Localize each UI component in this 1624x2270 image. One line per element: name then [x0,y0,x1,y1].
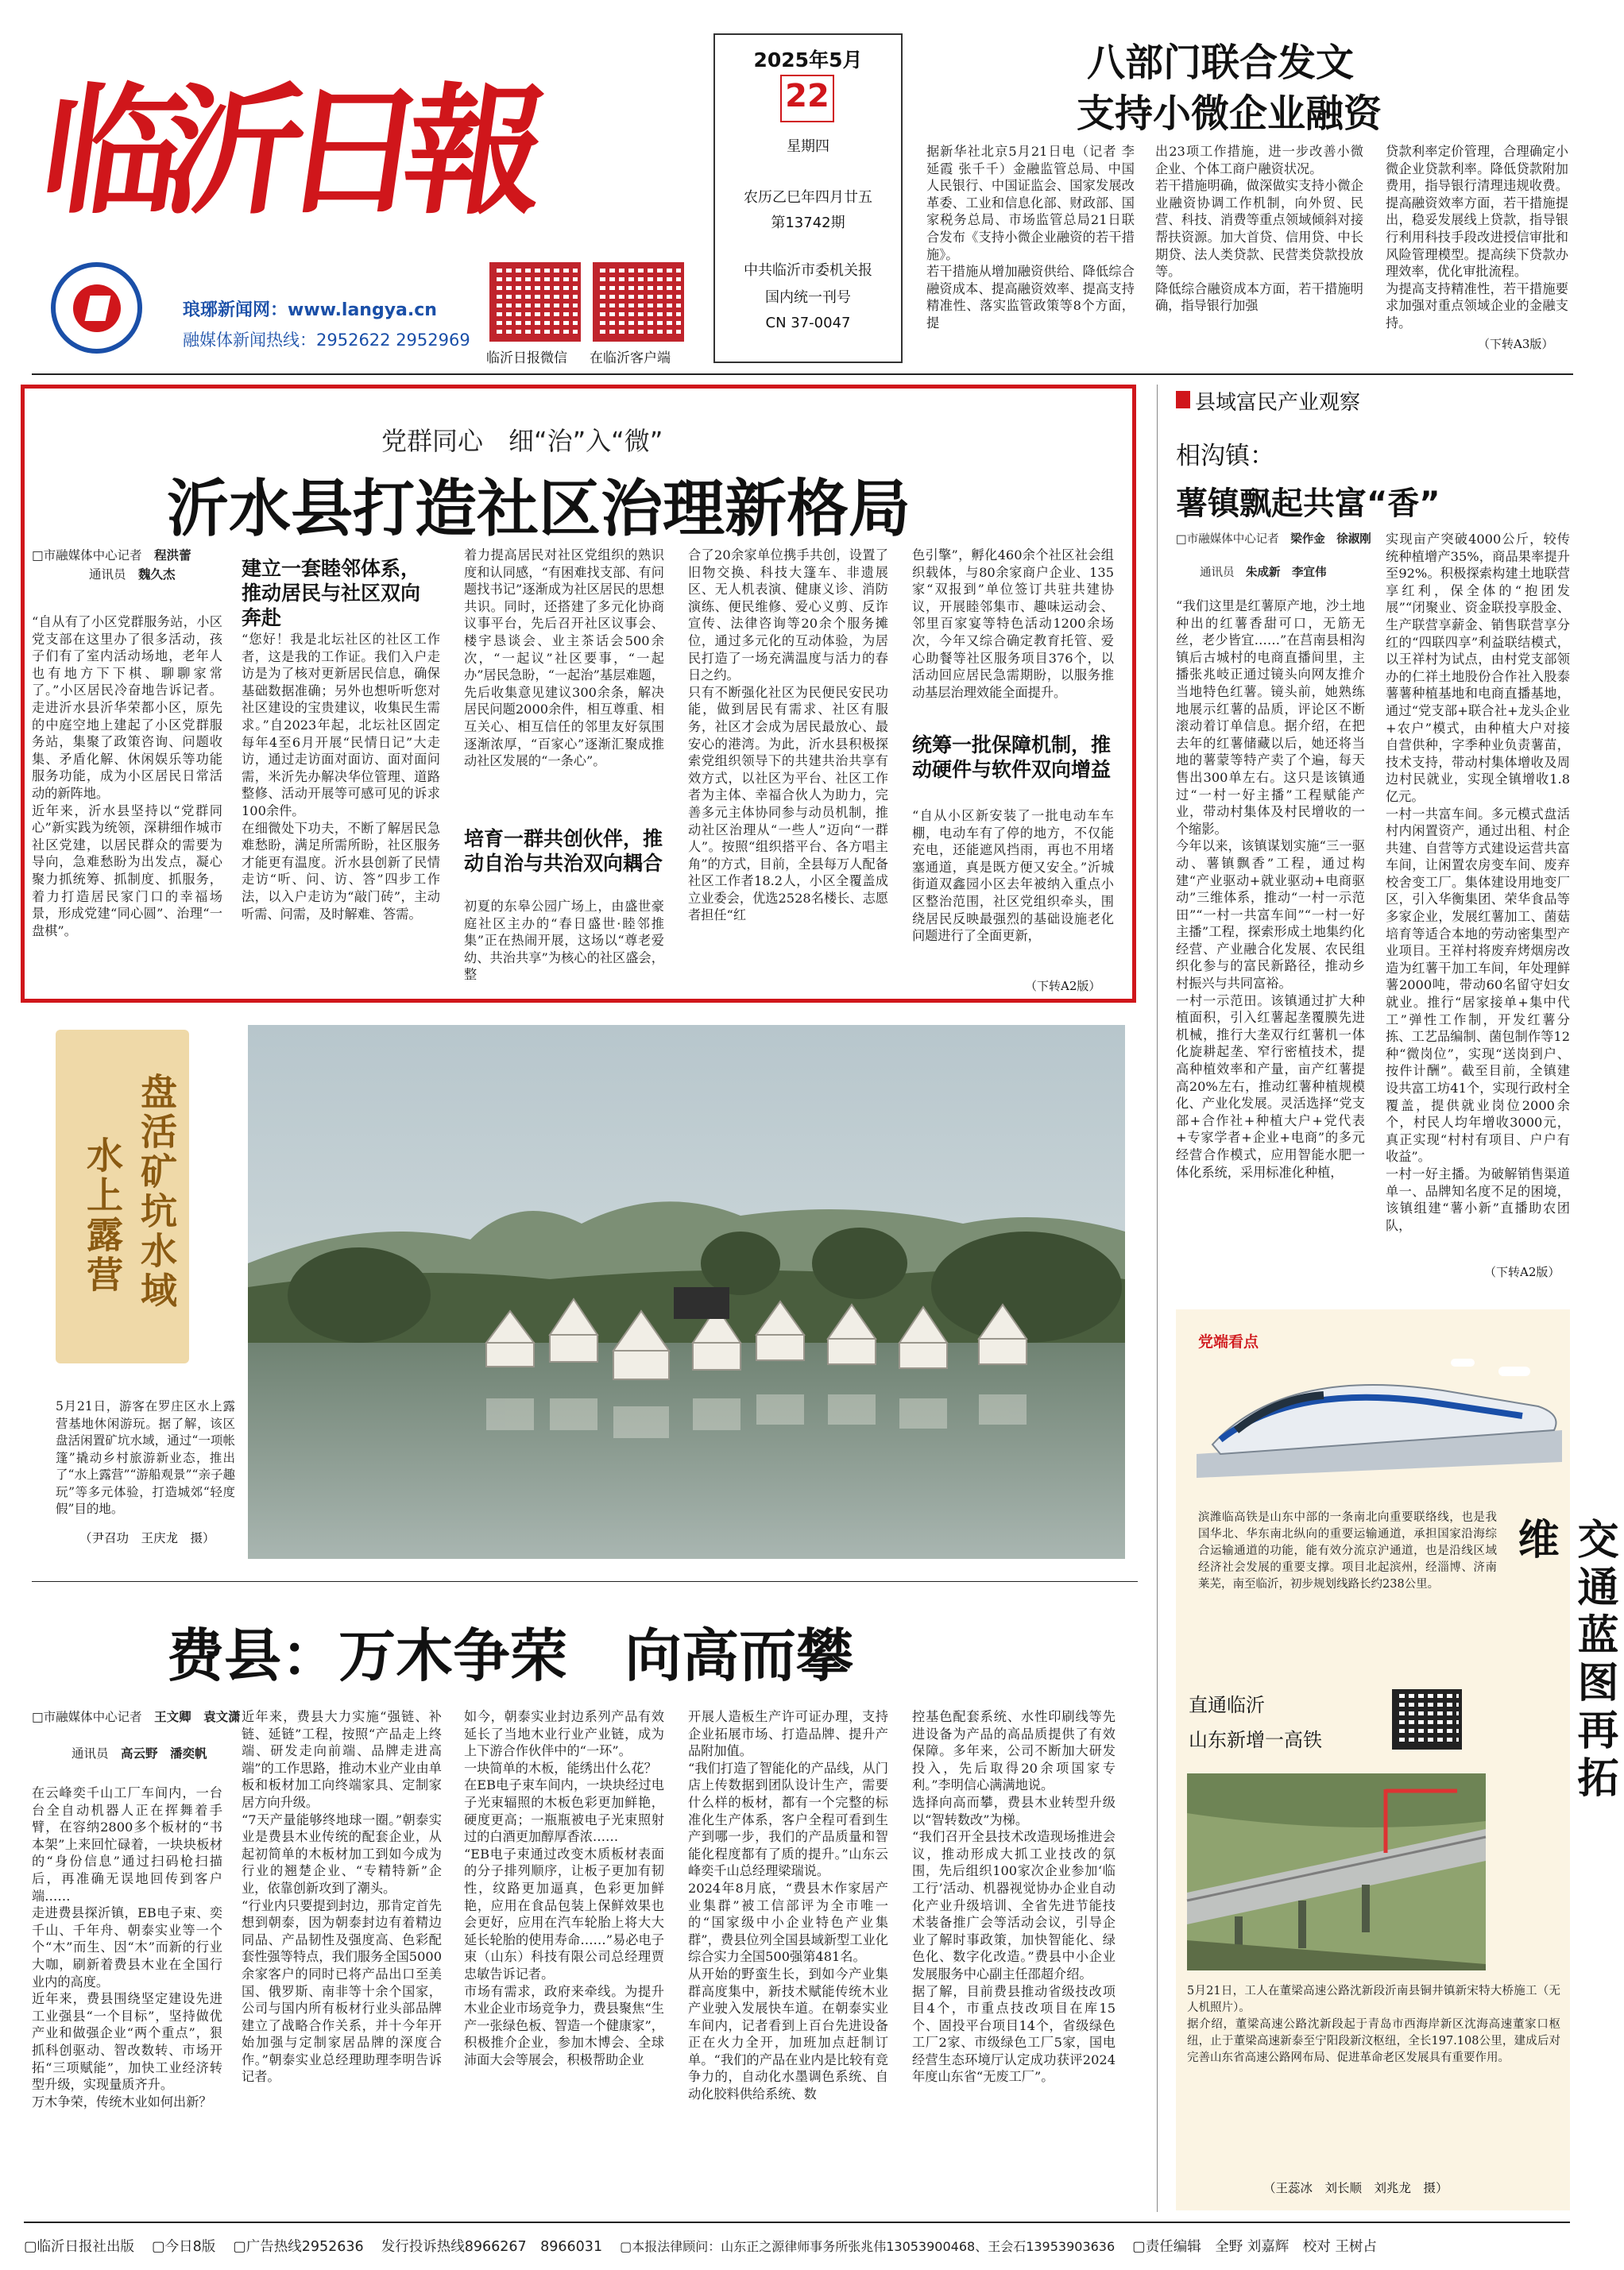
photo-caption: 5月21日，游客在罗庄区水上露营基地休闲游玩。据了解，该区盘活闲置矿坑水域，通过“一项帐篷”撬动乡村旅游新业态，推出了“水上露营”“游船观景”“亲子趣玩”等多元体验，打造城郊“轻度假”目的地。 [56,1399,235,1516]
qr1-label: 临沂日报微信 [486,350,567,366]
newspaper-title: 临沂日報 [32,69,539,234]
fei-byline-2: 通讯员 高云野 潘奕帆 [72,1746,207,1761]
main-sub1: 建立一套睦邻体系，推动居民与社区双向奔赴 [242,557,421,629]
top-story-jump: （下转A3版） [1478,337,1554,351]
sidebar2-caption: 5月21日，工人在董梁高速公路沈新段沂南县铜井镇新宋特大桥施工（无人机照片）。 据介绍，董梁高速公路沈新段起于青岛市西海岸新区沈海高速董家口枢纽，止于董梁高速新泰至宁阳段新汶枢纽，全长197.108公里，建成后对完善山东省高速公路网布局、促进革命老区发展具有重要作用。 [1187,1985,1560,2064]
publisher: 中共临沂市委机关报 [744,262,872,279]
footer-divider [24,2222,1570,2223]
fei-col4: 开展人造板生产许可证办理，支持企业拓展市场、打造品牌、提升产品附加值。 “我们打造了智能化的产品线，从门店上传数据到团队设计生产，需要什么样的板材，都有一个完整的标准化生产体系，客户全程可看到生产到哪一步，我们的产品质量和智能化程度都有了质的提升。”山东云峰奕千山总经理梁瑞说。 2024年8月底，“费县木作家居产业集群”被工信部评为全市唯一的“国家级中小企业特色产业集群”，费县位列全国县域新型工业化综合实力全国500强第481名。 从开始的野蛮生长，到如今产业集群高度集中，新技术赋能传统木业产业驶入发展快车道。在朝泰实业车间内，记者看到上百台先进设备正在火力全开，加班加点赶制订单。“我们的产品在业内是比较有竞争力的，自动化水墨调色系统、自动化胶料供给系统、数 [688,1709,888,2102]
sidebar1-col2: 实现亩产突破4000公斤，较传统种植增产35%，商品果率提升至92%。积极探索构建土地联营享红利，保全体的“抱团发展”“闭聚业、资金联投享股金、生产联营享薪金、销售联营享分红的“四联四享”利益联结模式，以王祥村为试点，由村党支部领办的仁祥土地股份合作社入股泰薯薯种植基地和电商直播基地，通过“党支部+联合社+龙头企业+农户”模式，由种植大户对接自营供种，字季种业负责薯苗，技术支持，带动村集体增收及周边村民就业，实现全镇增收1.8亿元。 一村一共富车间。多元模式盘活村内闲置资产，通过出租、村企共建、自营等方式建设运营共富车间，让闲置农房变车间、废弃校舍变工厂。集体建设用地变厂区，引入华衡集团、荣华食品等多家企业，发展红薯加工、菌菇培育等适合本地的劳动密集型产业项目。王祥村将废弃烤烟房改造为红薯干加工车间，年处理鲜薯2000吨，带动60名留守妇女就业。推行“居家接单+集中代工”弹性工作制，开发红薯分拣、工艺品编制、菌包制作等12种“微岗位”，实现“送岗到户、按件计酬”。截至目前，全镇建设共富工坊41个，实现行政村全覆盖，提供就业岗位2000余个，村民人均年增收3000元，真正实现“村村有项目、户户有收益”。 一村一好主播。为破解销售渠道单一、品牌知名度不足的困境，该镇组建“薯小新”直播助农团队， [1386,532,1570,1233]
column-separator [1157,385,1158,2212]
footer-item: ▢临沂日报社出版 [24,2238,135,2255]
sidebar2-sub1: 直通临沂 [1189,1694,1265,1716]
hotline-label: 融媒体新闻热线：2952622 2952969 [183,331,470,350]
top-story-col1: 据新华社北京5月21日电（记者 李延霞 张千千）金融监管总局、中国人民银行、中国证监会、国家发展改革委、工业和信息化部、财政部、国家税务总局、市场监管总局21日联合发布《支持小微企业融资的若干措施》。 若干措施从增加融资供给、降低综合融资成本、提高融资效率、提高支持精准性、落实监管政策等8个方面，提 [926,144,1135,331]
top-story-col3: 贷款利率定价管理，合理确定小微企业贷款利率。降低贷款附加费用，指导银行清理违规收费。提高融资效率方面，若干措施提出，稳妥发展线上贷款，指导银行利用科技手段改进授信审批和风险管理模型。提高续下贷款办理效率，优化审批流程。 为提高支持精准性，若干措施要求加强对重点领域企业的金融支持。 [1386,144,1568,331]
main-story-title: 沂水县打造社区治理新格局 [167,474,911,545]
main-col5: 色引擎”，孵化460余个社区社会组织载体，与80余家商户企业、135家“双报到”单位签订共驻共建协议，开展睦邻集市、趣味运动会、邻里百家宴等特色活动1200余场次，今年又综合确定教育托管、爱心助餐等社区服务项目376个，以活动回应居民急需期盼，以服务推动基层治理效能全面提升。 [912,547,1114,700]
bridge-photo [1187,1773,1486,1970]
fei-col5: 控基色配套系统、水性印刷线等先进设备为产品的高品质提供了有效保障。多年来，公司不断加大研发投入，先后取得20余项国家专利。”李明信心满满地说。 选择向高而攀，费县木业转型升级以“智转数改”为梯。 “我们召开全县技术改造现场推进会议，推动形成大抓工业技改的氛围，先后组织100家次企业参加‘临工行’活动、机器视觉协办企业自动化产业升级培训、全省先进节能技术装备推广会等活动会议，引导企业了解时事政策，加快智能化、绿色化、数字化改造。”费县中小企业发展服务中心副主任邵超介绍。 据了解，目前费县推动省级技改项目4个，市重点技改项目在库15个、固投平台项目14个，省级绿色工厂2家、市级绿色工厂5家，国电经营生态环境厅认定成功获评2024年度山东省“无废工厂”。 [912,1709,1116,2085]
main-col3b: 初夏的东皋公园广场上，由盛世豪庭社区主办的“春日盛世·睦邻推集”正在热闹开展，这场以“尊老爱幼、共治共享”为核心的社区盛会，整 [464,899,664,983]
sidebar2-body: 滨潍临高铁是山东中部的一条南北向重要联络线，也是我国华北、华东南北纵向的重要运输通道，承担国家沿海综合运输通道的功能，能有效分流京沪通道，也是沿线区域经济社会发展的重要支撑。项目北起滨州，经淄博、济南莱芜，南至临沂，初步规划线路长约238公里。 [1198,1511,1497,1591]
issue-number: 第13742期 [771,215,845,231]
main-col2: “您好！我是北坛社区的社区工作者，这是我的工作证。我们入户走访是为了核对更新居民信息，确保基础数据准确；另外也想听听您对社区建设的宝贵建议，收集民生需求。”自2023年起，北坛社区固定每年4至6月开展“民情日记”大走访，通过走访面对面访、面对面问需，米沂先办解决华位管理、道路整修、活动开展等可感可见的诉求100余件。 在细微处下功夫，不断了解居民急难愁盼，满足所需所盼，社区服务才能更有温度。沂水县创新了民情走访“听、问、访、答”四步工作法，以入户走访为“敲门砖”，主动听需、问需，及时解难、答需。 [242,632,440,922]
cn-number: CN 37-0047 [765,315,851,331]
sidebar2-qr [1392,1689,1462,1750]
qr2-label: 在临沂客户端 [590,350,671,366]
weekday: 星期四 [787,138,829,155]
footer-item: 发行投诉热线8966267 8966031 [381,2238,603,2255]
main-col4: 合了20余家单位携手共创，设置了旧物交换、科技大篷车、非遗展区、无人机表演、健康义诊、消防演练、便民维修、爱心义剪、反诈宣传、法律咨询等20余个服务摊位，通过多元化的互动体验，为居民打造了一场充满温度与活力的春日之约。 只有不断强化社区为民便民安民功能，做到居民有需求、社区有服务，社区才会成为居民最放心、最安心的港湾。为此，沂水县积极探索党组织领导下的共建共治共享有效方式，以社区为平台、社区工作者为主体、幸福合伙人为助力，完善多元主体协同参与动员机制，推动社区治理从“一些人”迈向“一群人”。按照“组织搭平台、各方唱主角”的方式，目前，全县每万人配备社区工作者18.2人，小区全覆盖成立业委会，优选2528名楼长、志愿者担任“红 [688,547,888,923]
main-jump: （下转A2版） [1025,979,1101,993]
day-number: 22 [785,78,829,114]
emblem-logo [51,262,142,354]
year-month: 2025年5月 [753,48,863,72]
fei-col2: 近年来，费县大力实施“强链、补链、延链”工程，按照“产品走上终端、研发走向前端、品牌走进高端”的工作思路，推动木业产业由单板和板材加工向终端家具、定制家居方向升级。 “7天产量能够终地球一圈。”朝泰实业是费县木业传统的配套企业，从起初简单的木板材加工到如今成为行业的翘楚企业、“专精特新”企业，依靠创新攻到了潮头。 “行业内只要提到封边，那肯定首先想到朝泰，因为朝泰封边有着精边同品、产品韧性及强度高、色彩配套性强等特点，我们服务全国5000余家客户的同时已将产品出口至美国、俄罗斯、南非等十余个国家，公司与国内所有板材行业头部品牌建立了战略合作关系，并十今年开始加强与定制家居品牌的深度合作。”朝泰实业总经理助理李明告诉记者。 [242,1709,442,2085]
sidebar1-byline-1: □市融媒体中心记者 梁作金 徐淑刚 [1176,533,1371,546]
sidebar2-sub2: 山东新增一高铁 [1189,1729,1322,1751]
fei-col3: 如今，朝泰实业封边系列产品有效延长了当地木业行业产业链，成为上下游合作伙伴中的“一环”。 一块简单的木板，能绣出什么花？ 在EB电子束车间内，一块块经过电子光束辐照的木板色彩更加鲜艳，硬度更高；一瓶瓶被电子光束照射过的白酒更加醇厚香浓…… “EB电子束通过改变木质板材表面的分子排列顺序，让板子更加有韧性，纹路更加逼真，色彩更加鲜艳，应用在食品包装上保鲜效果也会更好，应用在汽车轮胎上将大大延长轮胎的使用寿命……”易必电子束（山东）科技有限公司总经理贾忠敏告诉记者。 市场有需求，政府来牵线。为提升木业企业市场竞争力，费县聚焦“生产一张绿色板、智造一个健康家”，积极推介企业，参加木博会、全球沛面大会等展会，积极帮助企业 [464,1709,664,2067]
top-story-title-1: 八部门联合发文 [1087,41,1355,85]
sidebar1-section-label: 县域富民产业观察 [1195,391,1361,415]
main-sub3: 统筹一批保障机制，推动硬件与软件双向增益 [912,733,1112,781]
photo-title-b: 水上露营 [81,1136,124,1295]
sidebar1-section [1176,385,1573,416]
main-story-kicker: 党群同心 细“治”入“微” [381,426,663,456]
top-story-title-2: 支持小微企业融资 [1077,91,1382,136]
footer-item: ▢广告热线2952636 [233,2238,364,2255]
footer [24,2229,1570,2261]
top-story-col2: 出23项工作措施，进一步改善小微企业、个体工商户融资状况。 若干措施明确，做深做实支持小微企业融资协调工作机制，向外贸、民营、科技、消费等重点领域倾斜对接帮扶资源。加大首贷、信用贷、中长期贷、法人类贷款、民营类贷款投放等。 降低综合融资成本方面，若干措施明确，指导银行加强 [1155,144,1363,314]
main-col1: “自从有了小区党群服务站，小区党支部在这里办了很多活动，孩子们有了室内活动场地，老年人也有地方下下棋、聊聊家常了。”小区居民冷奋地告诉记者。走进沂水县沂华荣都小区，原先的中庭空地上建起了小区党群服务站，集聚了政策咨询、问题收集、矛盾化解、休闲娱乐等功能服务功能，成为小区居民日常活动的新阵地。 近年来，沂水县坚持以“党群同心”新实践为统领，深耕细作城市社区党建，以居民群众的需要为导向，急难愁盼为出发点，凝心聚力抓统筹、抓制度、抓服务，着力打造居民家门口的幸福场景，形成党建“同心圆”、治理“一盘棋”。 [32,614,222,938]
sidebar1-jump: （下转A2版） [1484,1265,1560,1279]
sidebar1-title: 薯镇飘起共富“香” [1176,485,1440,522]
fei-divider [32,1581,1138,1582]
sidebar2-label: 党端看点 [1198,1333,1259,1351]
main-byline-1: □市融媒体中心记者 程洪蕾 [32,548,191,563]
footer-item: ▢责任编辑 全野 刘嘉辉 校对 王树占 [1132,2238,1377,2255]
masthead [0,0,1589,366]
photo-credit: （尹召功 王庆龙 摄） [79,1531,215,1545]
sidebar1-kicker: 相沟镇： [1176,442,1274,470]
photo-title-a: 盘活矿坑水域 [135,1073,178,1311]
fei-title: 费县：万木争荣 向高而攀 [167,1622,854,1689]
main-col5b: “自从小区新安装了一批电动车车棚，电动车有了停的地方，不仅能充电，还能遮风挡雨，再也不用堵塞通道，真是既方便又安全。”沂城街道双鑫园小区去年被纳入重点小区整治范围，社区党组织牵头，围绕居民反映最强烈的基础设施老化问题进行了全面更新， [912,808,1114,944]
train-illustration [1189,1343,1562,1486]
sidebar1-col1: “我们这里是红薯原产地，沙土地种出的红薯香甜可口，无筋无丝，老少皆宜……”在莒南县相沟镇后古城村的电商直播间里，主播张兆岐正通过镜头向网友推介当地特色红薯。镜头前，她熟练地展示红薯的品质，评论区不断滚动着订单信息。据介绍，在把去年的红薯储藏以后，她还将当地的薯蒙等特产卖了个遍，每天售出300单左右。这只是该镇通过“一村一好主播”工程赋能产业，带动村集体及村民增收的一个缩影。 今年以来，该镇谋划实施“三一驱动、薯镇飘香”工程，通过构建“产业驱动+就业驱动+电商驱动”三维体系，推动“一村一示范田”“一村一共富车间”“一村一好主播”工程，探索形成土地集约化经营、产业融合化发展、农民组织化参与的富民新路径，推动乡村振兴与共同富裕。 一村一示范田。该镇通过扩大种植面积，引入红薯起垄覆膜先进机械，推行大垄双行红薯机一体化旋耕起垄、窄行密植技术，提高种植效率和产量，亩产红薯提高20%左右，推动红薯种植规模化、产业化发展。灵活选择“党支部+合作社+种植大户+党代表+专家学者+企业+电商”的多元经营合作模式，应用智能水肥一体化系统，采用标准化种植， [1176,598,1365,1180]
main-sub2: 培育一群共创伙伴，推动自治与共治双向耦合 [464,827,663,875]
sidebar2-credit: （王蕊冰 刘长顺 刘兆龙 摄） [1263,2181,1448,2195]
lunar-date: 农历乙巳年四月廿五 [744,189,872,206]
date-box [713,33,903,363]
sidebar1-byline-2: 通讯员 朱成新 李宜伟 [1200,567,1327,579]
sidebar2-vertical-title: 交通蓝图再拓维 [1510,1518,1618,1804]
camping-photo [248,1025,1125,1559]
qr-code-wechat [489,262,581,342]
day-box [780,75,834,122]
fei-col1: 在云峰奕千山工厂车间内，一台台全自动机器人正在挥舞着手臂，在容纳2800多个板材的“书本架”上来回忙碌着，一块块板材的“身份信息”通过扫码枪扫描后，再准确无误地回传到客户端…… 走进费县探沂镇，EB电子束、奕千山、千年舟、朝泰实业等一个个“木”而生、因“木”而新的行业大咖，刷新着费县木业在全国行业内的高度。 近年来，费县围绕坚定建设先进工业强县“一个目标”，坚持做优产业和做强企业“两个重点”，狠抓科创驱动、智改数转、市场开拓“三项赋能”，加快工业经济转型升级，实现量质齐升。 万木争荣，传统木业如何出新？ [32,1785,222,2110]
qr-code-app [593,262,684,342]
footer-item: ▢今日8版 [152,2238,216,2255]
main-col3: 着力提高居民对社区党组织的熟识度和认同感，“有困难找支部、有问题找书记”逐渐成为社区居民的思想共识。同时，还搭建了多元化协商议事平台，先后召开社区议事会、楼宇恳谈会、业主茶话会500余次，“一起议”社区要事，“一起办”居民急盼，“一起治”基层难题，先后收集意见建议300余条，解决居民问题2000余件，相互尊重、相互关心、相互信任的邻里友好氛围逐渐浓厚，“百家心”逐渐汇聚成推动社区发展的“一条心”。 [464,547,664,769]
main-byline-2: 通讯员 魏久杰 [89,567,176,582]
footer-item: ▢本报法律顾问：山东正之源律师事务所张兆伟13053900468、王会石13953903636 [620,2238,1116,2254]
fei-byline-1: □市融媒体中心记者 王文卿 袁文潇 [32,1710,241,1724]
website-label: 琅琊新闻网：www.langya.cn [183,300,437,320]
domestic-serial: 国内统一刊号 [765,289,851,306]
masthead-divider [32,373,1573,375]
